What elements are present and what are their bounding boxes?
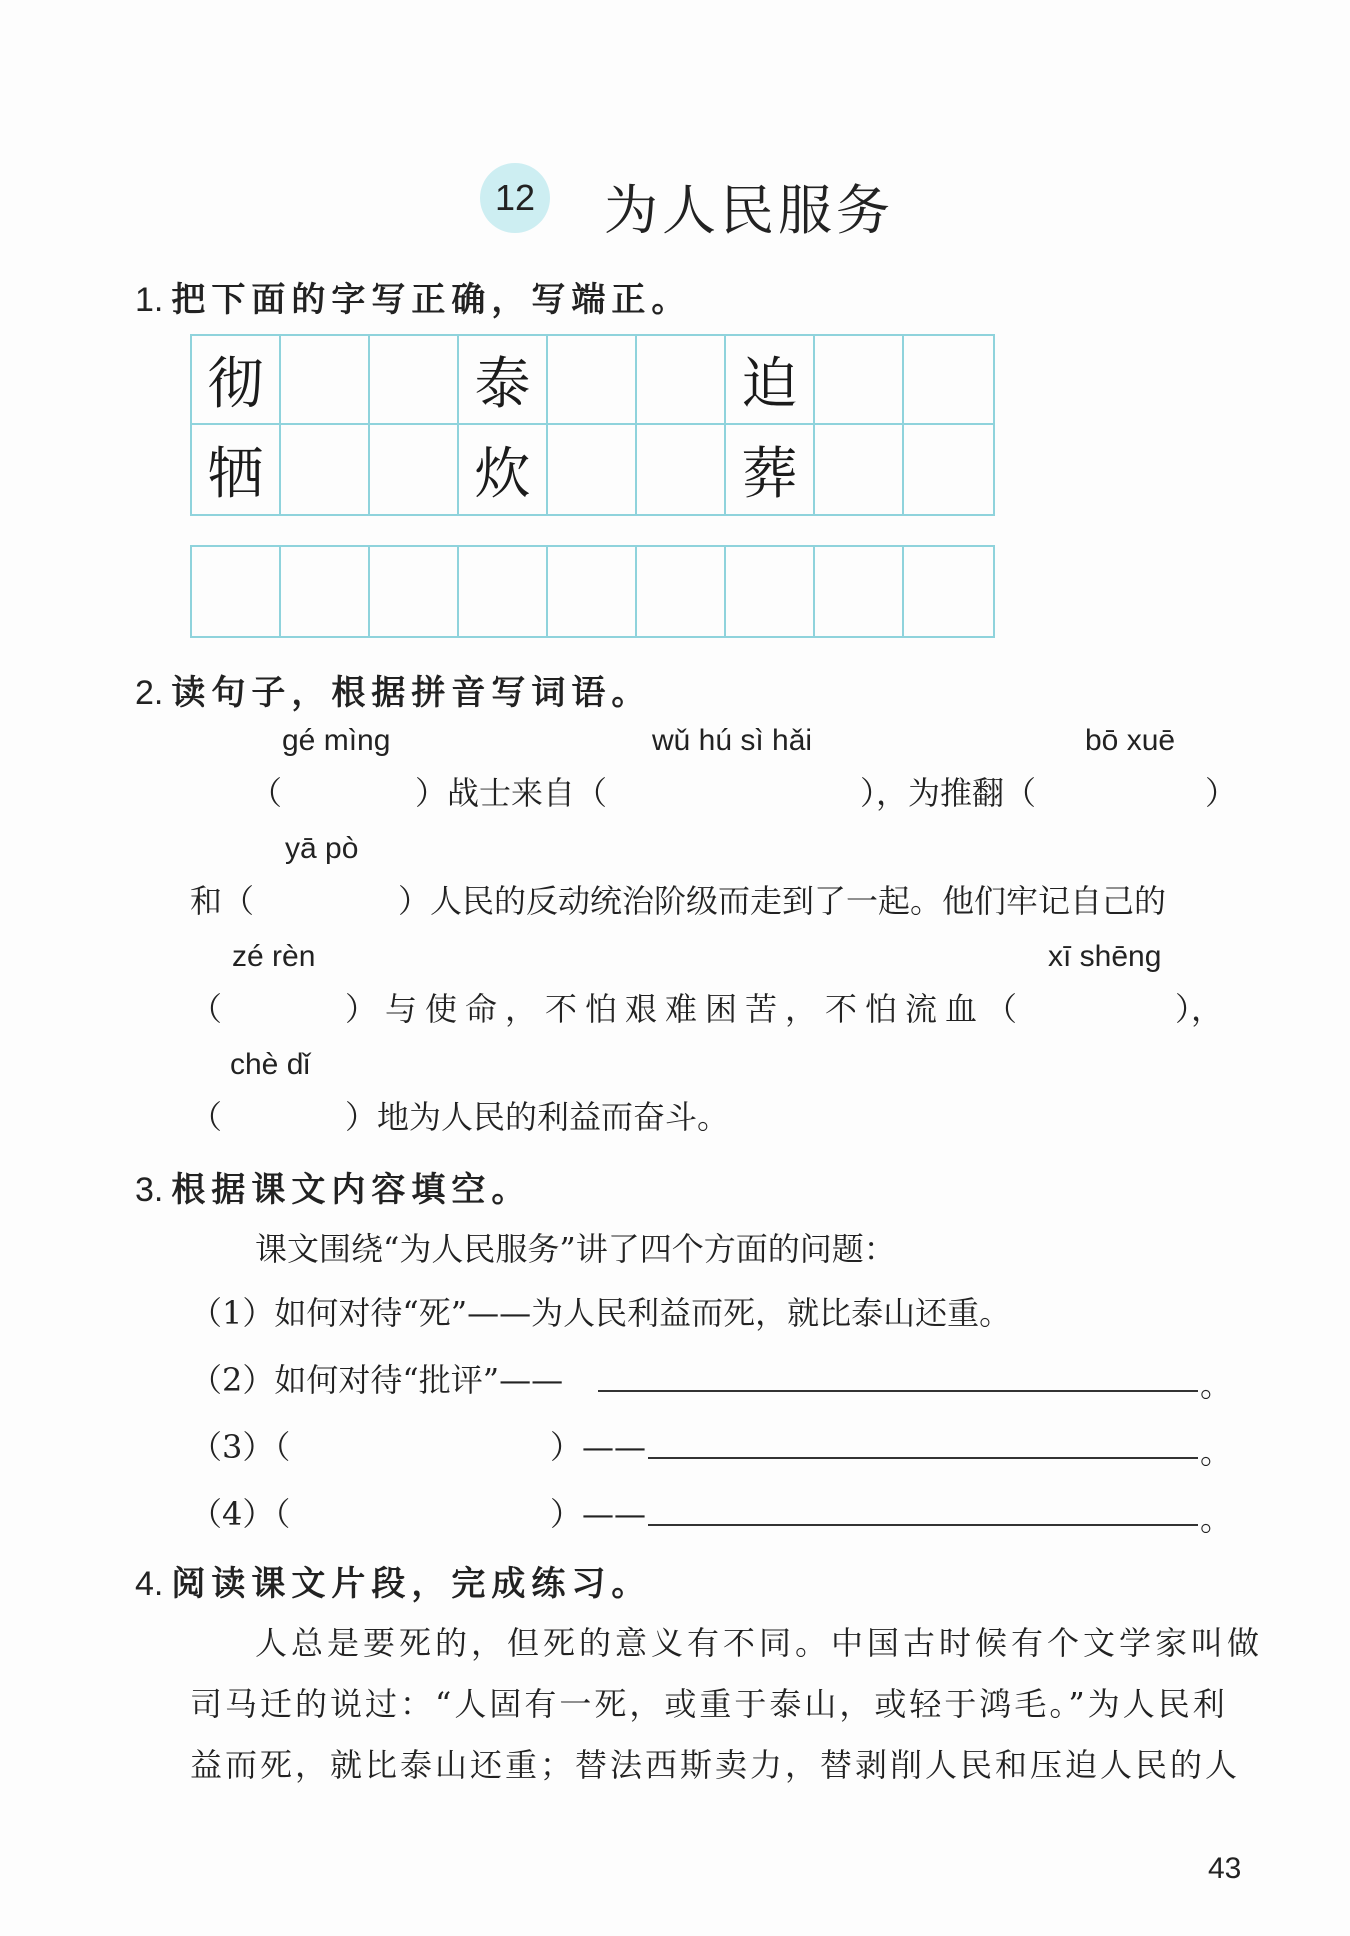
period: 。 bbox=[1200, 1366, 1233, 1404]
grid-cell[interactable] bbox=[904, 425, 993, 514]
answer-line[interactable] bbox=[648, 1524, 1198, 1526]
question-number: 1. bbox=[135, 281, 164, 319]
pinyin-hint: yā pò bbox=[285, 832, 359, 865]
question-text: 阅读课文片段，完成练习。 bbox=[171, 1564, 652, 1604]
passage-line: 司马迁的说过：“人固有一死，或重于泰山，或轻于鸿毛。”为人民利 bbox=[190, 1685, 1228, 1723]
question-text: 把下面的字写正确，写端正。 bbox=[171, 280, 692, 320]
writing-grid-2 bbox=[190, 545, 995, 638]
page-number: 43 bbox=[1208, 1852, 1242, 1885]
sentence-text: ）地为人民的利益而奋斗。 bbox=[345, 1098, 730, 1136]
sentence-text: ）， bbox=[1175, 990, 1224, 1028]
fill-item-4-dash: ）—— bbox=[550, 1495, 647, 1533]
period: 。 bbox=[1200, 1500, 1233, 1538]
pinyin-hint: bō xuē bbox=[1085, 724, 1176, 757]
answer-line[interactable] bbox=[648, 1457, 1198, 1459]
answer-line[interactable] bbox=[598, 1390, 1198, 1392]
grid-cell-empty[interactable] bbox=[192, 547, 281, 636]
grid-cell[interactable] bbox=[548, 336, 637, 425]
fill-item-1: （1）如何对待“死”——为人民利益而死，就比泰山还重。 bbox=[190, 1294, 1012, 1332]
grid-cell: 泰 bbox=[459, 336, 548, 425]
pinyin-hint: zé rèn bbox=[232, 940, 316, 973]
fill-item-3-dash: ）—— bbox=[550, 1428, 647, 1466]
grid-cell-empty[interactable] bbox=[281, 547, 370, 636]
fill-item-3-label[interactable]: （3）（ bbox=[190, 1428, 291, 1466]
writing-grid-1 bbox=[190, 334, 995, 516]
grid-cell-empty[interactable] bbox=[459, 547, 548, 636]
grid-cell[interactable] bbox=[637, 336, 726, 425]
grid-cell-empty[interactable] bbox=[726, 547, 815, 636]
blank-open[interactable]: （ bbox=[250, 774, 283, 812]
grid-cell: 牺 bbox=[192, 425, 281, 514]
grid-cell[interactable] bbox=[548, 425, 637, 514]
sentence-text: ）人民的反动统治阶级而走到了一起。他们牢记自己的 bbox=[398, 882, 1167, 920]
sentence-text: 和（ bbox=[190, 882, 255, 920]
blank-open[interactable]: （ bbox=[190, 990, 223, 1028]
blank-open[interactable]: （ bbox=[190, 1098, 223, 1136]
grid-cell: 彻 bbox=[192, 336, 281, 425]
sentence-text: ）与使命，不怕艰难困苦，不怕流血（ bbox=[345, 990, 1026, 1028]
grid-cell-empty[interactable] bbox=[637, 547, 726, 636]
passage-line: 益而死，就比泰山还重；替法西斯卖力，替剥削人民和压迫人民的人 bbox=[190, 1746, 1241, 1784]
lesson-number-badge: 12 bbox=[480, 163, 550, 233]
grid-cell-empty[interactable] bbox=[904, 547, 993, 636]
grid-cell[interactable] bbox=[904, 336, 993, 425]
passage-line: 人总是要死的，但死的意义有不同。中国古时候有个文学家叫做 bbox=[255, 1624, 1264, 1662]
question-1-heading bbox=[135, 272, 691, 321]
grid-cell[interactable] bbox=[637, 425, 726, 514]
grid-cell[interactable] bbox=[815, 425, 904, 514]
grid-cell[interactable] bbox=[370, 425, 459, 514]
question-number: 2. bbox=[135, 674, 164, 712]
question-number: 3. bbox=[135, 1171, 164, 1209]
grid-cell[interactable] bbox=[281, 425, 370, 514]
question-text: 读句子，根据拼音写词语。 bbox=[171, 673, 652, 713]
grid-cell-empty[interactable] bbox=[548, 547, 637, 636]
pinyin-hint: xī shēng bbox=[1048, 940, 1162, 973]
grid-cell: 炊 bbox=[459, 425, 548, 514]
question-text: 根据课文内容填空。 bbox=[171, 1170, 532, 1210]
grid-cell: 葬 bbox=[726, 425, 815, 514]
period: 。 bbox=[1200, 1433, 1233, 1471]
grid-cell-empty[interactable] bbox=[815, 547, 904, 636]
fill-item-2-label: （2）如何对待“批评”—— bbox=[190, 1361, 564, 1399]
grid-cell[interactable] bbox=[370, 336, 459, 425]
pinyin-hint: wǔ hú sì hǎi bbox=[652, 724, 813, 757]
sentence-text: ），为推翻（ bbox=[860, 774, 1037, 812]
question-2-heading bbox=[135, 665, 651, 714]
sentence-text: ）战士来自（ bbox=[415, 774, 608, 812]
grid-cell: 迫 bbox=[726, 336, 815, 425]
pinyin-hint: chè dǐ bbox=[230, 1048, 311, 1081]
grid-cell[interactable] bbox=[281, 336, 370, 425]
question-3-heading bbox=[135, 1162, 531, 1211]
lesson-title: 为人民服务 bbox=[604, 179, 894, 242]
question-4-heading bbox=[135, 1556, 651, 1605]
intro-text: 课文围绕“为人民服务”讲了四个方面的问题： bbox=[255, 1230, 896, 1268]
blank-close: ） bbox=[1205, 774, 1238, 812]
pinyin-hint: gé mìng bbox=[282, 724, 391, 757]
grid-cell[interactable] bbox=[815, 336, 904, 425]
question-number: 4. bbox=[135, 1565, 164, 1603]
fill-item-4-label[interactable]: （4）（ bbox=[190, 1495, 291, 1533]
grid-cell-empty[interactable] bbox=[370, 547, 459, 636]
